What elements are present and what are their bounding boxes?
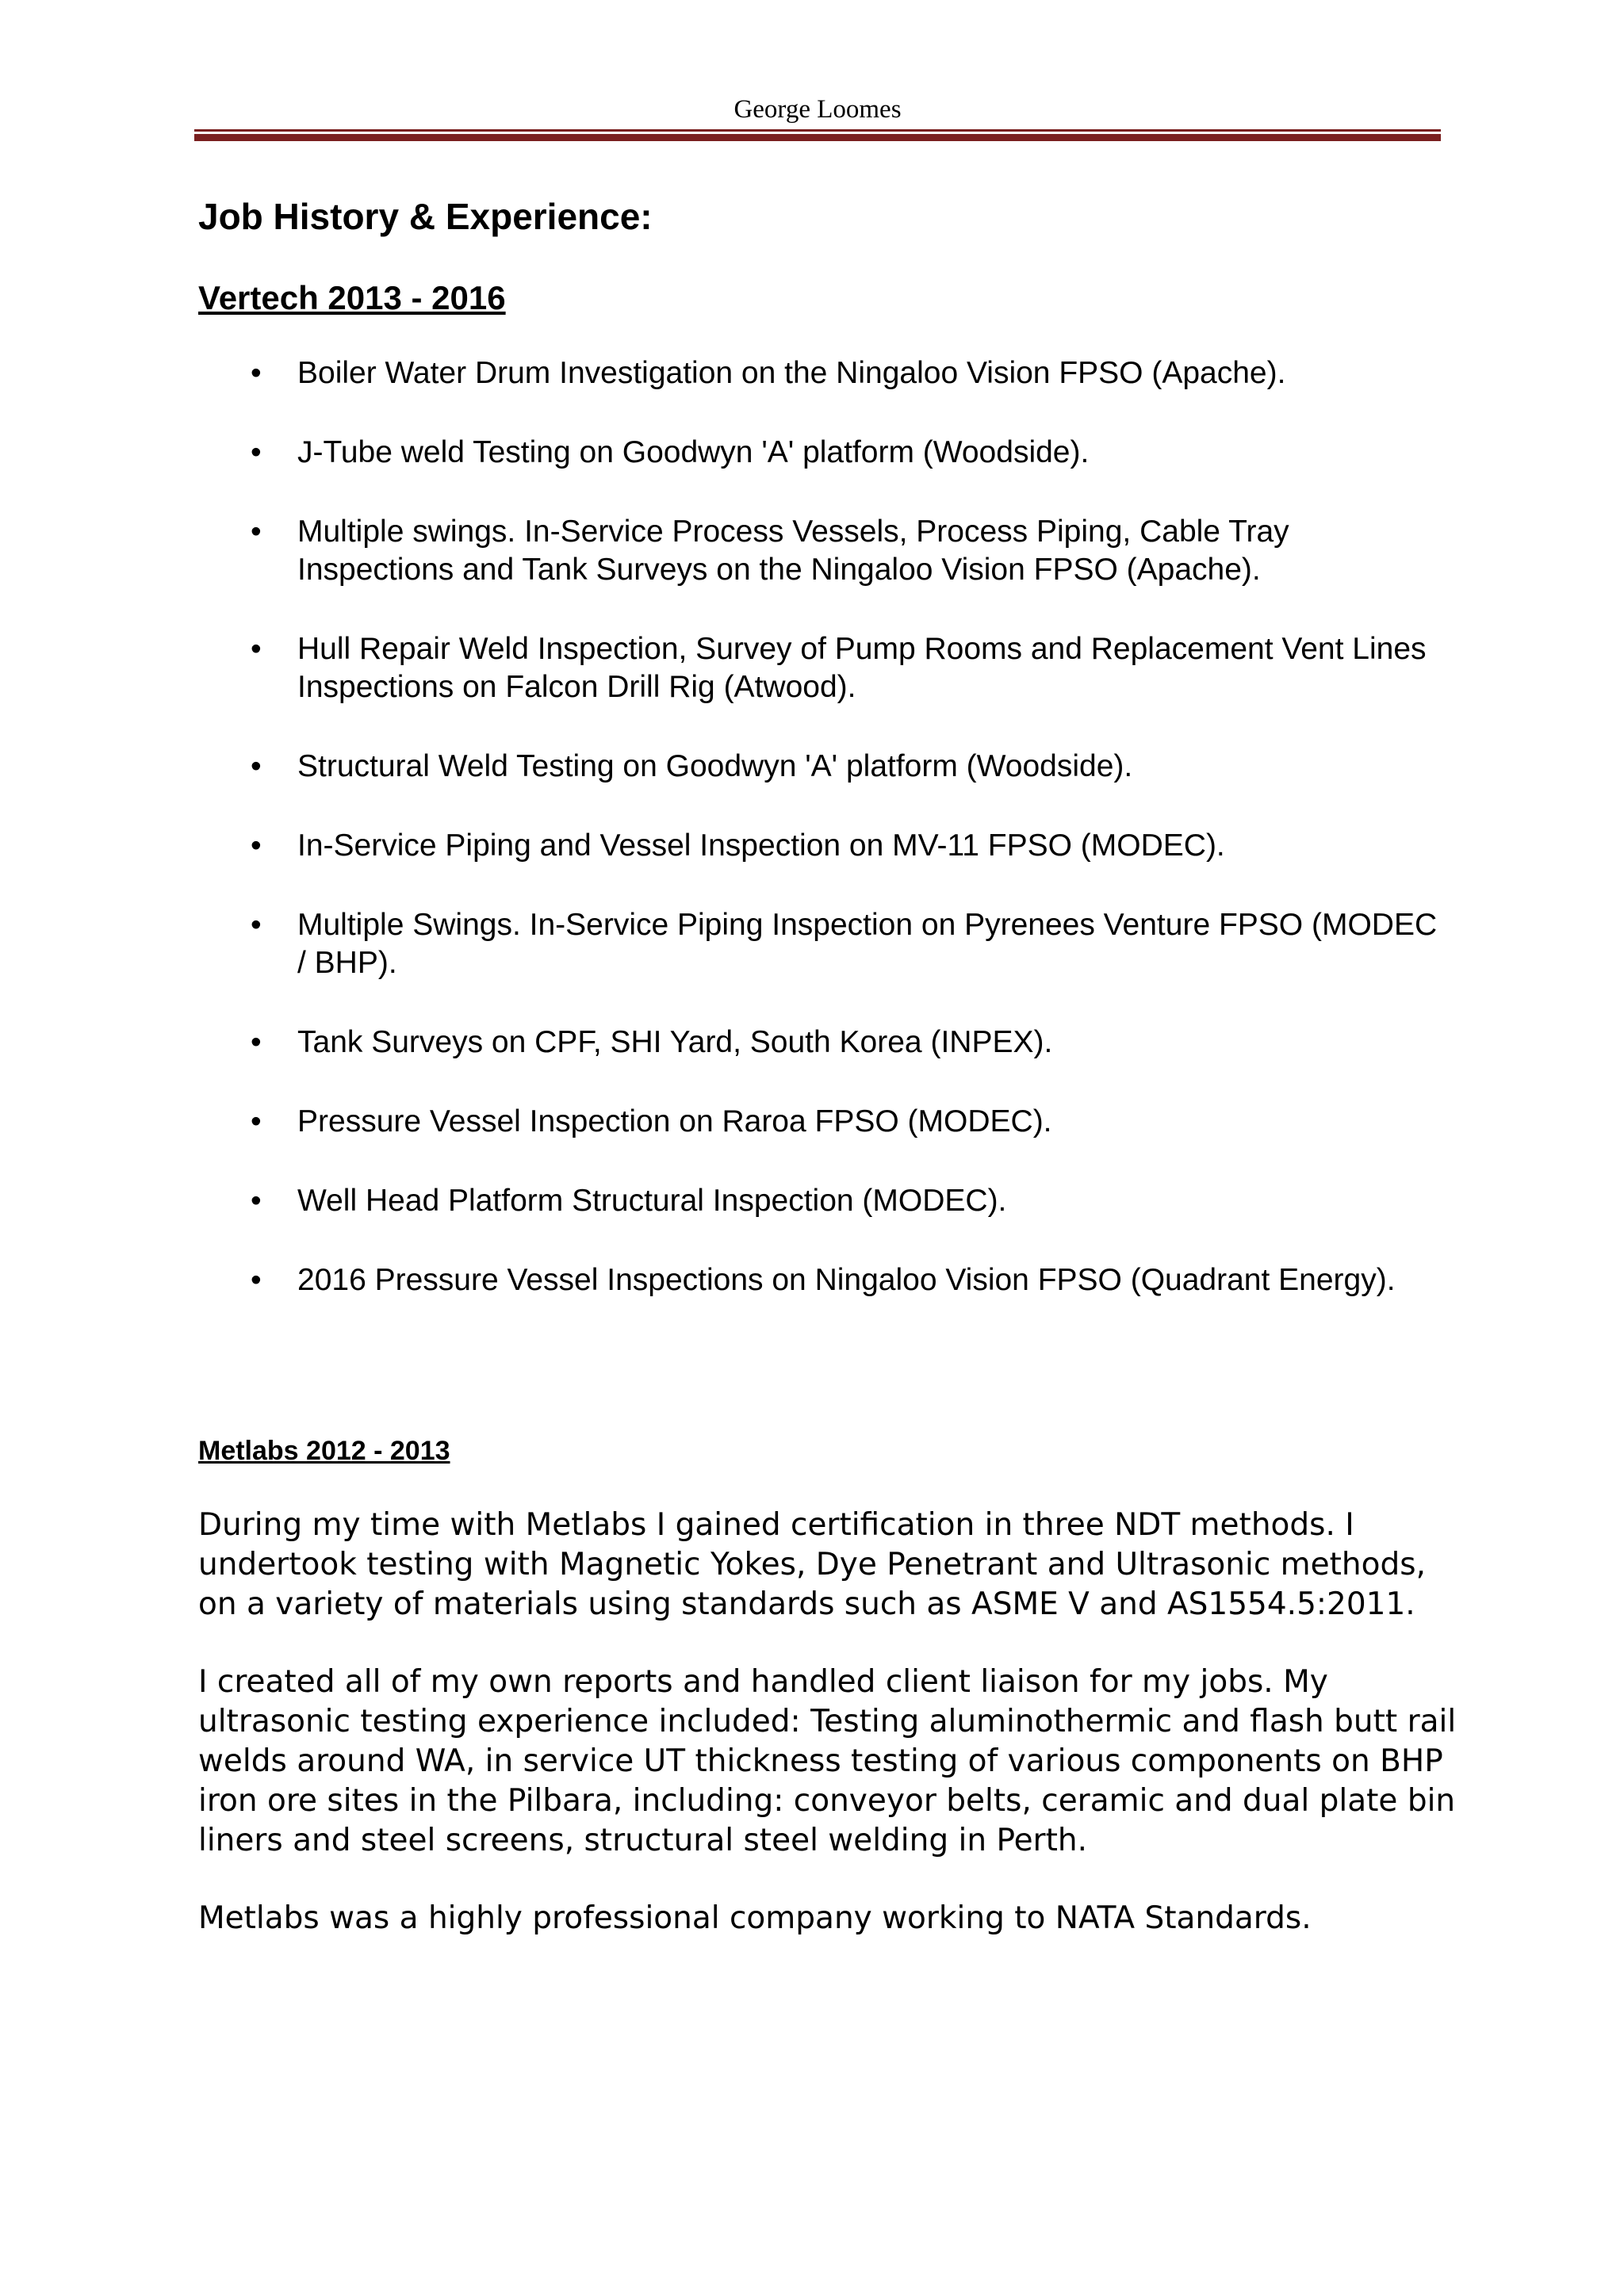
bullet-icon: • <box>251 1184 262 1218</box>
vertech-bullet-list <box>198 354 1438 1299</box>
list-item-text: Boiler Water Drum Investigation on the Ningaloo Vision FPSO (Apache). <box>297 356 1286 390</box>
section-title-metlabs: Metlabs 2012 - 2013 <box>198 1436 450 1466</box>
header-rule-thin <box>194 129 1441 132</box>
list-item-text: Hull Repair Weld Inspection, Survey of Pump Rooms and Replacement Vent Lines Inspections on Falcon Drill Rig (Atwood). <box>297 632 1427 704</box>
list-item-text: J-Tube weld Testing on Goodwyn 'A' platform (Woodside). <box>297 435 1090 469</box>
list-item-text: 2016 Pressure Vessel Inspections on Ningaloo Vision FPSO (Quadrant Energy). <box>297 1263 1396 1297</box>
list-item-text: Multiple swings. In-Service Process Vessels, Process Piping, Cable Tray Inspections and Tank Surveys on the Ningaloo Vision FPSO (Apache). <box>297 515 1289 587</box>
list-item-text: Pressure Vessel Inspection on Raroa FPSO (MODEC). <box>297 1104 1052 1138</box>
list-item <box>198 1182 1447 1220</box>
list-item-text: In-Service Piping and Vessel Inspection on MV-11 FPSO (MODEC). <box>297 828 1225 863</box>
list-item <box>198 1261 1447 1299</box>
bullet-icon: • <box>251 356 262 390</box>
list-item <box>198 630 1447 706</box>
list-item-text: Multiple Swings. In-Service Piping Inspection on Pyrenees Venture FPSO (MODEC / BHP). <box>297 908 1438 980</box>
section-title-vertech: Vertech 2013 - 2016 <box>198 279 506 316</box>
list-item <box>198 513 1447 589</box>
bullet-icon: • <box>251 435 262 469</box>
list-item-text: Structural Weld Testing on Goodwyn 'A' platform (Woodside). <box>297 749 1133 783</box>
bullet-icon: • <box>251 1025 262 1059</box>
metlabs-paragraph-summary: Metlabs was a highly professional company working to NATA Standards. <box>198 1900 1312 1936</box>
bullet-icon: • <box>251 908 262 942</box>
list-item <box>198 748 1447 786</box>
list-item-text: Well Head Platform Structural Inspection (MODEC). <box>297 1184 1007 1218</box>
page-header-author: George Loomes <box>733 95 902 124</box>
bullet-icon: • <box>251 828 262 863</box>
bullet-icon: • <box>251 749 262 783</box>
metlabs-paragraph-certification: During my time with Metlabs I gained certification in three NDT methods. I undertook testing with Magnetic Yokes, Dye Penetrant and Ultrasonic methods, on a variety of materials using standards such as ASME V and AS1554.5:2011. <box>198 1507 1426 1622</box>
document-title: Job History & Experience: <box>198 196 653 237</box>
bullet-icon: • <box>251 1263 262 1297</box>
metlabs-paragraph-experience: I created all of my own reports and handled client liaison for my jobs. My ultrasonic testing experience included: Testing aluminothermic and flash butt rail welds around WA, in service UT thickness testing of various components on BHP iron ore sites in the Pilbara, including: conveyor belts, ceramic and dual plate bin liners and steel screens, structural steel welding in Perth. <box>198 1664 1457 1858</box>
list-item <box>198 434 1447 472</box>
list-item <box>198 1103 1447 1141</box>
list-item <box>198 906 1447 982</box>
list-item <box>198 1024 1447 1062</box>
list-item-text: Tank Surveys on CPF, SHI Yard, South Korea (INPEX). <box>297 1025 1053 1059</box>
list-item <box>198 354 1447 392</box>
bullet-icon: • <box>251 515 262 549</box>
bullet-icon: • <box>251 632 262 666</box>
document-body <box>198 194 1457 1938</box>
bullet-icon: • <box>251 1104 262 1138</box>
header-rule-thick <box>194 134 1441 141</box>
list-item <box>198 827 1447 865</box>
